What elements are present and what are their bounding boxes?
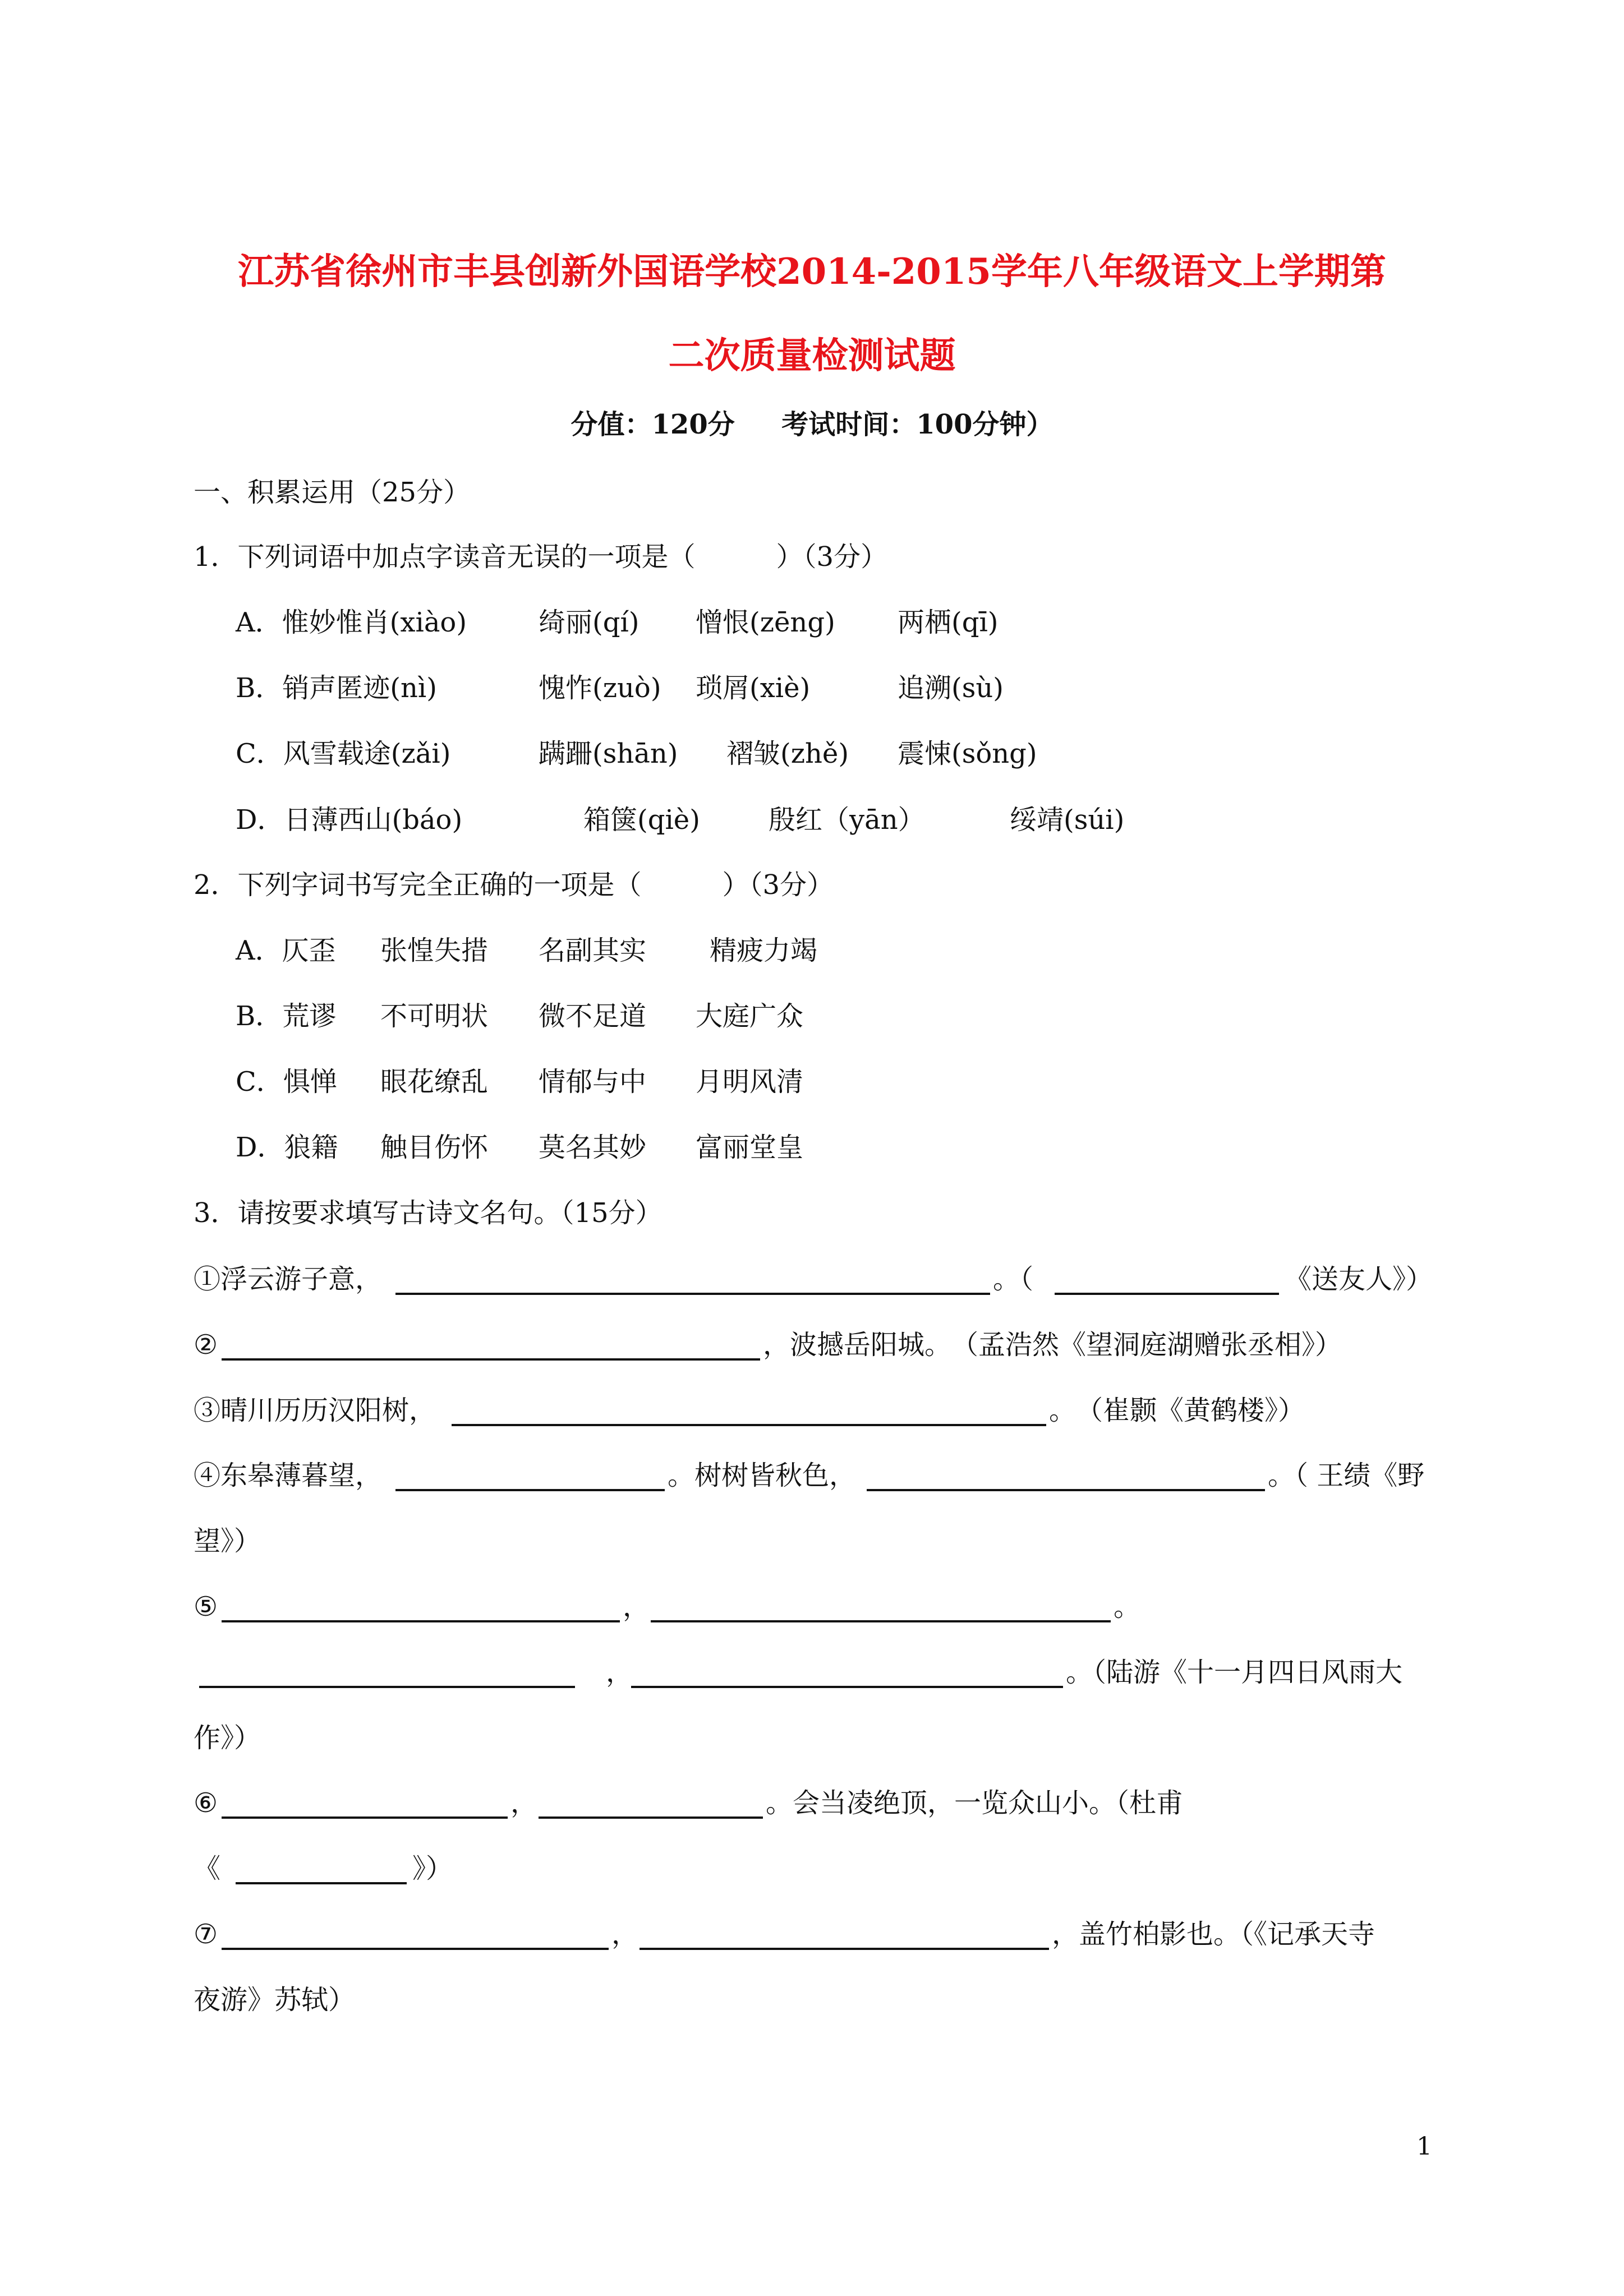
q2-option-d-word4: 富丽堂皇: [696, 1132, 804, 1163]
q3-item2-number: ②: [194, 1329, 218, 1361]
q1-option-a-word2: 绮丽(qí): [539, 607, 640, 638]
q3-item1-prompt: ①浮云游子意，: [194, 1264, 383, 1295]
q3-item7-source-cont: 夜游》苏轼）: [194, 1984, 356, 2016]
q2-stem: 2．下列字词书写完全正确的一项是（ ）（3分）: [194, 869, 834, 901]
q1-option-a: A．惟妙惟肖(xiào): [236, 607, 467, 638]
q3-item5-number: ⑤: [194, 1591, 218, 1622]
q3-item4-mid: 。树树皆秋色，: [668, 1460, 857, 1491]
q2-option-c-word3: 情郁与中: [539, 1066, 647, 1098]
q3-item4-source: 。（ 王绩《野: [1268, 1460, 1425, 1491]
exam-title-line2: 二次质量检测试题: [668, 335, 956, 377]
q3-item2-blank[interactable]: [222, 1358, 760, 1361]
q2-option-b-word3: 微不足道: [539, 1001, 647, 1032]
q2-option-c-word2: 眼花缭乱: [380, 1066, 489, 1098]
q3-item6-text: 。会当凌绝顶，一览众山小。（杜甫: [766, 1787, 1184, 1819]
q1-option-a-word4: 两栖(qī): [898, 607, 999, 638]
q2-option-c-word4: 月明风清: [696, 1066, 804, 1098]
q3-item6-close-bracket: 》）: [412, 1853, 453, 1884]
q3-item6-comma: ，: [510, 1787, 538, 1819]
q1-option-c-word2: 蹒跚(shān): [539, 738, 678, 769]
q3-item5-blank4[interactable]: [631, 1686, 1063, 1688]
q1-option-c-word4: 震悚(sǒng): [898, 738, 1037, 769]
q3-item7-comma: ，: [611, 1919, 639, 1950]
q3-item5-blank2[interactable]: [651, 1620, 1111, 1622]
q2-option-c: C．惧惮: [236, 1066, 337, 1098]
q2-option-d-word2: 触目伤怀: [380, 1132, 489, 1163]
exam-title-line1: 江苏省徐州市丰县创新外国语学校2014-2015学年八年级语文上学期第: [238, 251, 1386, 293]
q3-item4-prompt: ④东皋薄暮望，: [194, 1460, 383, 1491]
q3-item3-prompt: ③晴川历历汉阳树，: [194, 1395, 436, 1426]
q3-item6-blank1[interactable]: [222, 1816, 508, 1819]
q1-option-b-word3: 琐屑(xiè): [696, 672, 811, 704]
q3-item7-number: ⑦: [194, 1919, 218, 1950]
q2-option-b-word4: 大庭广众: [696, 1001, 804, 1032]
q3-item5-period: 。: [1114, 1591, 1141, 1622]
q1-option-c: C．风雪载途(zǎi): [236, 738, 451, 769]
q3-item6-blank2[interactable]: [539, 1816, 763, 1819]
q3-item1-punct: 。（: [993, 1264, 1034, 1295]
q3-item5-comma1: ，: [623, 1591, 650, 1622]
q3-item4-blank2[interactable]: [867, 1489, 1265, 1491]
q1-option-b: B．销声匿迹(nì): [236, 672, 437, 704]
q1-option-d-word2: 箱箧(qiè): [583, 804, 700, 836]
q3-item5-source-cont: 作》）: [194, 1722, 261, 1754]
q3-item5-source: 。（陆游《十一月四日风雨大: [1066, 1657, 1403, 1688]
q2-option-d-word3: 莫名其妙: [539, 1132, 647, 1163]
q3-item2-text: ，波撼岳阳城。 （孟浩然《望洞庭湖赠张丞相》）: [763, 1329, 1342, 1361]
q3-stem: 3．请按要求填写古诗文名句。（15分）: [194, 1197, 663, 1229]
q3-item7-blank2[interactable]: [640, 1948, 1049, 1950]
q1-option-c-word3: 褶皱(zhě): [726, 738, 849, 769]
q3-item6-open-bracket: 《: [194, 1853, 221, 1884]
q2-option-d: D．狼籍: [236, 1132, 338, 1163]
q3-item1-blank[interactable]: [395, 1293, 990, 1295]
q3-item3-blank[interactable]: [452, 1424, 1046, 1426]
section-heading: 一、积累运用（25分）: [194, 477, 471, 508]
q2-option-b-word2: 不可明状: [380, 1001, 489, 1032]
q3-item1-source: 《送友人》）: [1285, 1264, 1433, 1295]
q1-option-b-word4: 追溯(sù): [898, 672, 1004, 704]
q3-item4-source-cont: 望》）: [194, 1525, 261, 1557]
q1-option-d: D．日薄西山(báo): [236, 804, 463, 836]
q3-item6-number: ⑥: [194, 1787, 218, 1819]
q3-item5-blank1[interactable]: [222, 1620, 620, 1622]
q2-option-b: B．荒谬: [236, 1001, 337, 1032]
q3-item4-blank1[interactable]: [395, 1489, 665, 1491]
q1-option-d-word3: 殷红（yān）: [769, 804, 925, 836]
q3-item5-blank3[interactable]: [199, 1686, 575, 1688]
q3-item7-blank1[interactable]: [222, 1948, 609, 1950]
q1-option-b-word2: 愧怍(zuò): [539, 672, 661, 704]
q2-option-a-word2: 张惶失措: [380, 935, 489, 966]
q2-option-a: A．仄歪: [236, 935, 336, 966]
score-and-time: 分值：120分 考试时间：100分钟）: [571, 409, 1053, 440]
q3-item3-text: 。 （崔颢《黄鹤楼》）: [1049, 1395, 1305, 1426]
q2-option-a-word3: 名副其实: [539, 935, 647, 966]
q3-item6-title-blank[interactable]: [236, 1882, 407, 1884]
q1-option-a-word3: 憎恨(zēng): [696, 607, 835, 638]
q3-item1-author-blank[interactable]: [1055, 1293, 1279, 1295]
q2-option-a-word4: 精疲力竭: [710, 935, 818, 966]
q3-item7-text: ，盖竹柏影也。（《记承天寺: [1052, 1919, 1375, 1950]
q1-option-d-word4: 绥靖(súi): [1010, 804, 1125, 836]
q1-stem: 1．下列词语中加点字读音无误的一项是（ ）（3分）: [194, 541, 888, 573]
q3-item5-comma2: ，: [606, 1657, 633, 1688]
page-number: 1: [1416, 2132, 1432, 2161]
